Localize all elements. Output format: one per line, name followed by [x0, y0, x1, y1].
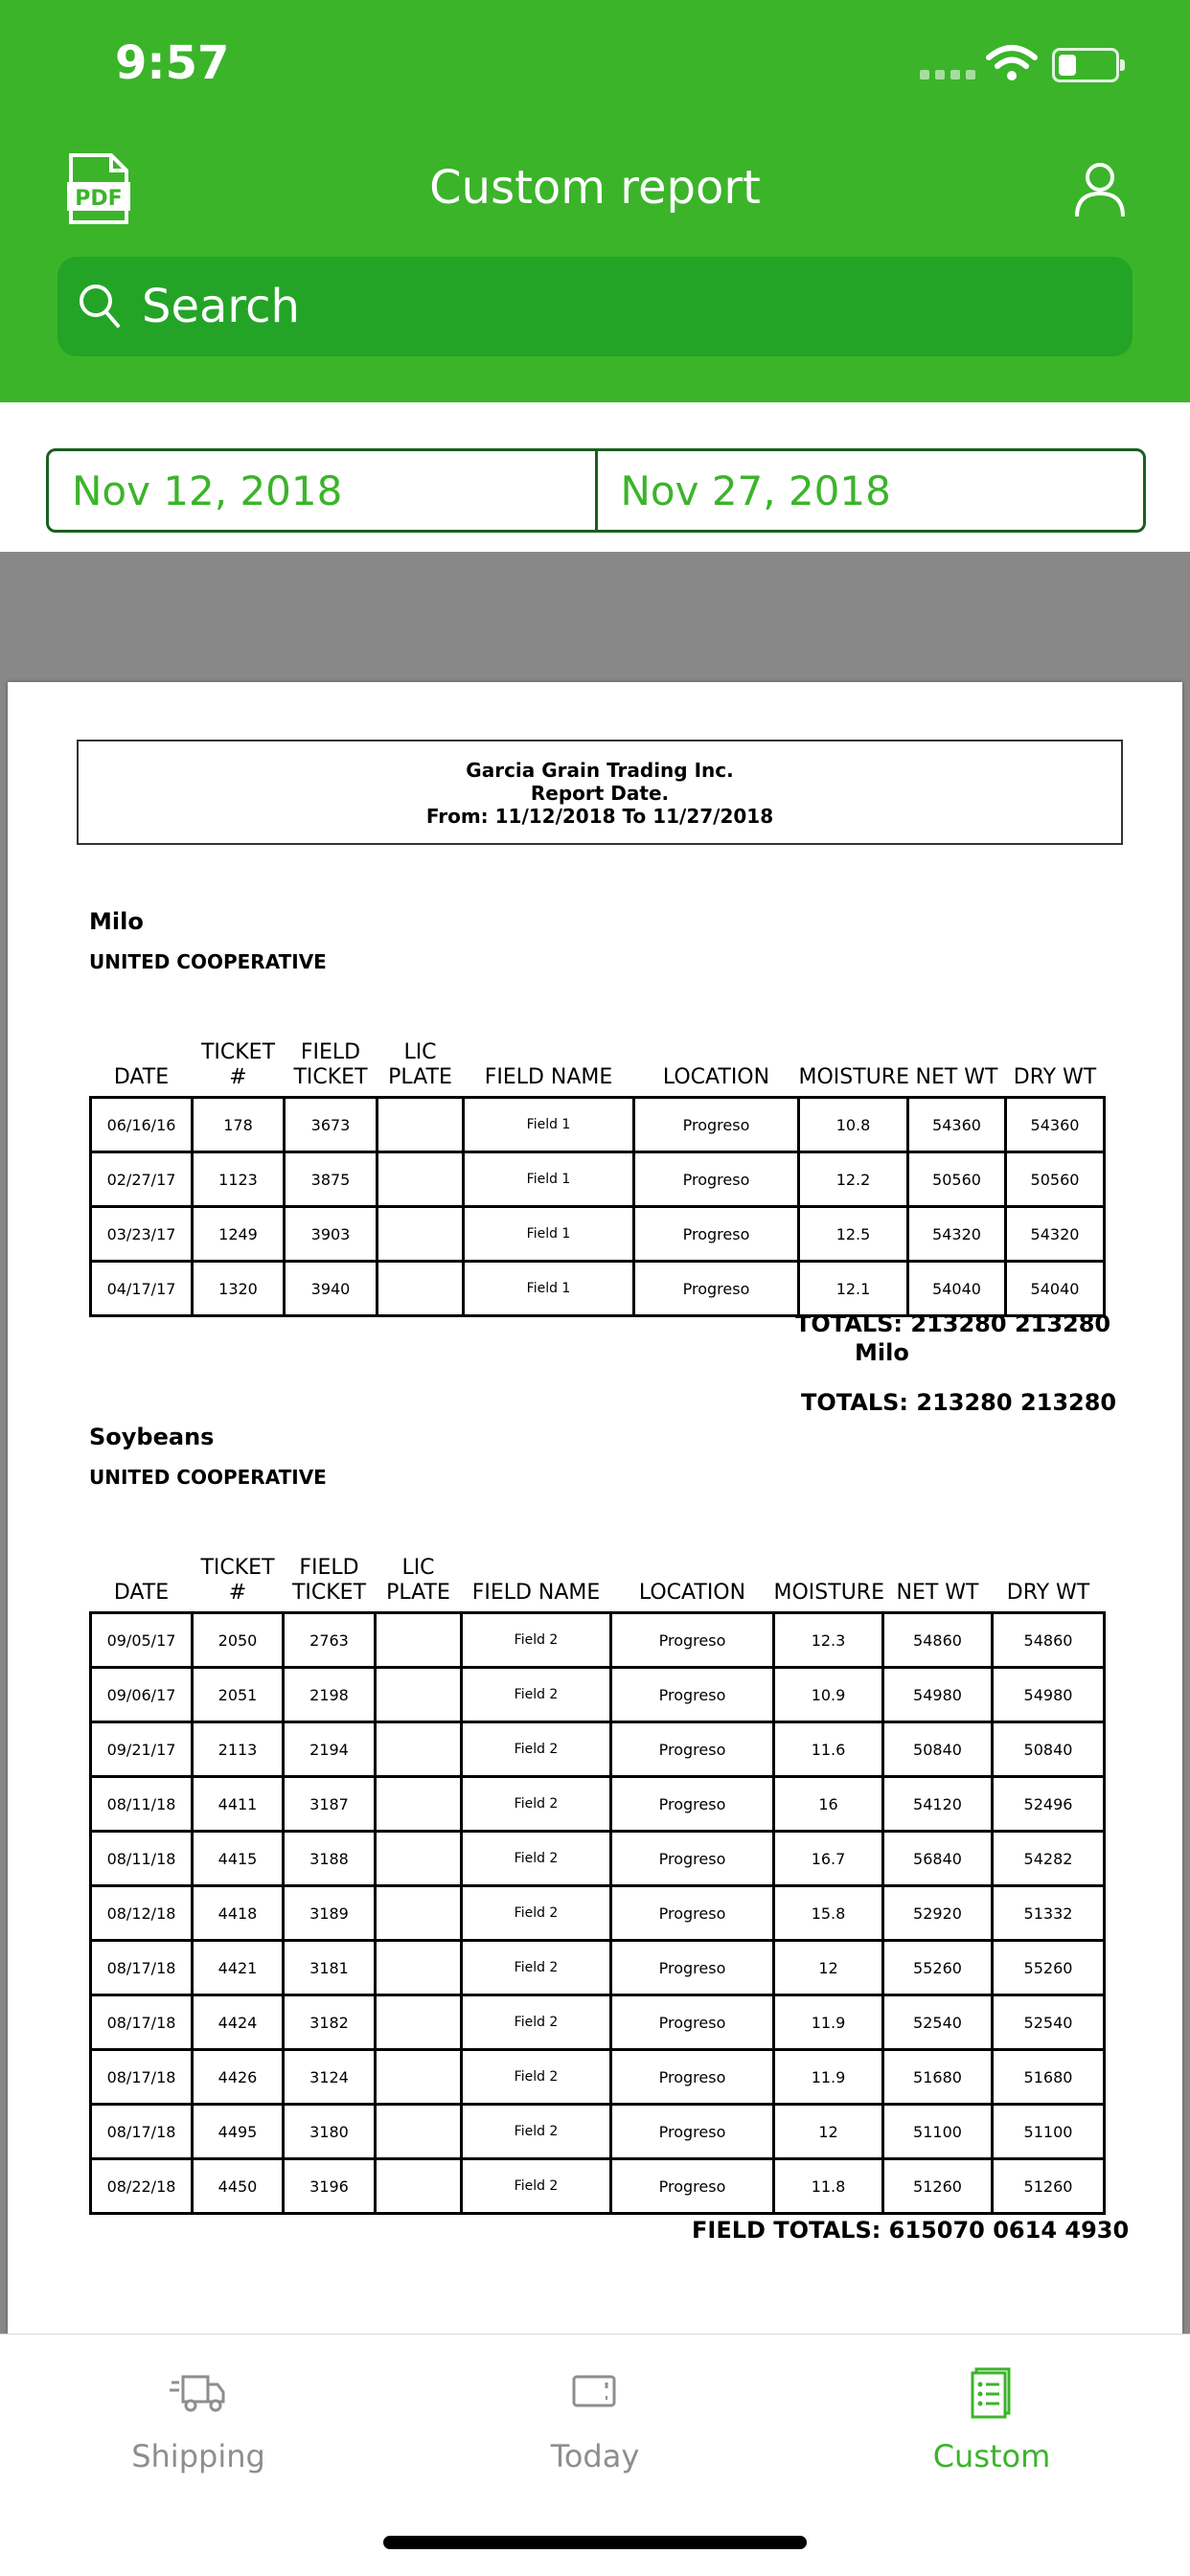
section-totals-crop: Milo: [855, 1339, 909, 1366]
table-cell: 54860: [883, 1613, 993, 1668]
table-cell: 11.9: [774, 1995, 883, 2050]
tab-today[interactable]: [397, 2335, 793, 2507]
table-cell: Field 2: [462, 2159, 611, 2214]
table-cell: 2050: [193, 1613, 284, 1668]
end-date-field[interactable]: Nov 27, 2018: [595, 451, 1144, 530]
table-cell: 12.3: [774, 1613, 883, 1668]
table-cell: Field 2: [462, 1886, 611, 1941]
table-cell: Field 2: [462, 1941, 611, 1995]
report-page: [8, 682, 1182, 2334]
table-cell: 50840: [883, 1722, 993, 1777]
table-cell: 55260: [883, 1941, 993, 1995]
table-cell: 04/17/17: [91, 1262, 193, 1316]
table-cell: 52496: [993, 1777, 1105, 1832]
table-cell: [378, 1098, 464, 1152]
tab-label: Shipping: [131, 2438, 265, 2474]
column-header: DRY WT: [1006, 1581, 1090, 1605]
table-cell: 2198: [284, 1668, 376, 1722]
table-cell: 50840: [993, 1722, 1105, 1777]
table-cell: Field 2: [462, 2050, 611, 2105]
table-cell: 52920: [883, 1886, 993, 1941]
table-cell: 52540: [883, 1995, 993, 2050]
wifi-icon: [985, 44, 1039, 82]
table-cell: 3875: [285, 1152, 378, 1207]
table-row: [91, 1613, 1105, 1668]
table-cell: 3673: [285, 1098, 378, 1152]
table-cell: 12: [774, 2105, 883, 2159]
column-header: DATE: [113, 1065, 170, 1089]
table-cell: Progreso: [611, 1941, 774, 1995]
table-row: [91, 1722, 1105, 1777]
table-cell: 3124: [284, 2050, 376, 2105]
cellular-signal-icon: [920, 70, 975, 80]
company-name: Garcia Grain Trading Inc.: [466, 759, 734, 782]
section-buyer: UNITED COOPERATIVE: [89, 950, 327, 973]
table-cell: 3187: [284, 1777, 376, 1832]
section-buyer: UNITED COOPERATIVE: [89, 1466, 327, 1489]
column-header: FIELD TICKET: [291, 1556, 367, 1605]
table-cell: 16: [774, 1777, 883, 1832]
table-cell: 06/16/16: [91, 1098, 193, 1152]
section-crop-title: Soybeans: [89, 1424, 215, 1450]
table-cell: Field 2: [462, 1777, 611, 1832]
table-cell: [376, 1886, 462, 1941]
table-cell: Progreso: [634, 1207, 799, 1262]
table-cell: 12.2: [799, 1152, 908, 1207]
battery-icon: [1052, 48, 1119, 82]
table-row: [91, 1995, 1105, 2050]
table-cell: 2763: [284, 1613, 376, 1668]
table-row: [91, 1668, 1105, 1722]
table-cell: [378, 1152, 464, 1207]
table-cell: 4424: [193, 1995, 284, 2050]
table-cell: Progreso: [611, 1722, 774, 1777]
table-cell: 51260: [883, 2159, 993, 2214]
table-cell: 09/05/17: [91, 1613, 193, 1668]
table-cell: 15.8: [774, 1886, 883, 1941]
status-time: 9:57: [115, 36, 230, 90]
table-cell: 3180: [284, 2105, 376, 2159]
table-cell: 51100: [993, 2105, 1105, 2159]
table-cell: Field 2: [462, 1832, 611, 1886]
table-cell: Field 1: [464, 1098, 634, 1152]
search-icon: [77, 282, 123, 331]
home-indicator: [383, 2536, 807, 2549]
report-icon: [963, 2363, 1020, 2421]
table-cell: 54860: [993, 1613, 1105, 1668]
table-cell: 51260: [993, 2159, 1105, 2214]
table-row: [91, 1262, 1105, 1316]
table-cell: 10.9: [774, 1668, 883, 1722]
table-cell: Progreso: [611, 1613, 774, 1668]
table-cell: Progreso: [634, 1098, 799, 1152]
table-cell: 16.7: [774, 1832, 883, 1886]
table-cell: Field 2: [462, 1613, 611, 1668]
page-title: Custom report: [429, 161, 761, 215]
table-cell: Progreso: [611, 1886, 774, 1941]
table-cell: 54320: [908, 1207, 1006, 1262]
table-cell: 12: [774, 1941, 883, 1995]
table-cell: 11.6: [774, 1722, 883, 1777]
table-cell: 4411: [193, 1777, 284, 1832]
table-cell: [378, 1207, 464, 1262]
table-cell: 09/06/17: [91, 1668, 193, 1722]
table-cell: 51680: [993, 2050, 1105, 2105]
field-totals: FIELD TOTALS: 615070 0614 4930: [692, 2217, 1130, 2244]
table-cell: [376, 1668, 462, 1722]
search-bar[interactable]: [57, 257, 1133, 356]
truck-icon: [170, 2363, 227, 2421]
table-cell: 11.9: [774, 2050, 883, 2105]
table-cell: 4450: [193, 2159, 284, 2214]
table-cell: 2113: [193, 1722, 284, 1777]
user-icon[interactable]: [1073, 161, 1127, 218]
table-cell: 56840: [883, 1832, 993, 1886]
table-cell: Field 2: [462, 1995, 611, 2050]
table-cell: 52540: [993, 1995, 1105, 2050]
table-cell: 54040: [908, 1262, 1006, 1316]
table-cell: 08/17/18: [91, 2105, 193, 2159]
table-cell: Field 1: [464, 1262, 634, 1316]
table-row: [91, 1941, 1105, 1995]
table-cell: 54360: [1006, 1098, 1105, 1152]
table-cell: 4421: [193, 1941, 284, 1995]
table-cell: 50560: [908, 1152, 1006, 1207]
tab-shipping[interactable]: [0, 2335, 397, 2507]
table-cell: Field 2: [462, 1668, 611, 1722]
date-range-picker: [46, 448, 1146, 533]
column-header: DATE: [113, 1581, 170, 1605]
table-cell: Progreso: [611, 1668, 774, 1722]
column-header: FIELD NAME: [484, 1065, 613, 1089]
table-cell: Progreso: [611, 2105, 774, 2159]
table-cell: [376, 1722, 462, 1777]
table-cell: 08/22/18: [91, 2159, 193, 2214]
table-cell: [376, 2105, 462, 2159]
table-cell: [376, 2050, 462, 2105]
table-cell: 12.5: [799, 1207, 908, 1262]
table-cell: [376, 1613, 462, 1668]
table-cell: 02/27/17: [91, 1152, 193, 1207]
table-cell: Field 1: [464, 1207, 634, 1262]
table-cell: Field 1: [464, 1152, 634, 1207]
table-cell: 08/17/18: [91, 1995, 193, 2050]
table-cell: 1249: [193, 1207, 285, 1262]
section-crop-title: Milo: [89, 908, 144, 935]
table-cell: [376, 1832, 462, 1886]
table-cell: 178: [193, 1098, 285, 1152]
column-header: LIC PLATE: [386, 1556, 450, 1605]
table-cell: 4415: [193, 1832, 284, 1886]
svg-text:PDF: PDF: [75, 187, 123, 211]
table-row: [91, 1207, 1105, 1262]
table-cell: 54282: [993, 1832, 1105, 1886]
table-cell: 54120: [883, 1777, 993, 1832]
calendar-icon: [566, 2363, 624, 2421]
table-row: [91, 2159, 1105, 2214]
tab-label: Custom: [932, 2438, 1051, 2474]
tab-custom[interactable]: [793, 2335, 1190, 2507]
table-cell: 08/17/18: [91, 2050, 193, 2105]
table-cell: [376, 1995, 462, 2050]
table-cell: 4418: [193, 1886, 284, 1941]
tab-label: Today: [550, 2438, 640, 2474]
pdf-viewer[interactable]: [0, 552, 1190, 2334]
table-cell: 3196: [284, 2159, 376, 2214]
table-cell: 08/11/18: [91, 1777, 193, 1832]
table-cell: 54360: [908, 1098, 1006, 1152]
table-row: [91, 1886, 1105, 1941]
section-totals: TOTALS: 213280 213280: [795, 1311, 1111, 1337]
table-cell: 54040: [1006, 1262, 1105, 1316]
table-cell: 08/12/18: [91, 1886, 193, 1941]
table-row: [91, 1777, 1105, 1832]
table-cell: Progreso: [634, 1152, 799, 1207]
table-cell: Progreso: [611, 1832, 774, 1886]
table-cell: 4495: [193, 2105, 284, 2159]
table-cell: 10.8: [799, 1098, 908, 1152]
table-cell: 2194: [284, 1722, 376, 1777]
nav-header: [0, 0, 1190, 402]
table-cell: [376, 1941, 462, 1995]
table-cell: 1123: [193, 1152, 285, 1207]
table-row: [91, 2050, 1105, 2105]
table-cell: 3189: [284, 1886, 376, 1941]
table-cell: 2051: [193, 1668, 284, 1722]
report-header-box: [77, 740, 1123, 845]
table-cell: 08/17/18: [91, 1941, 193, 1995]
table-cell: Progreso: [634, 1262, 799, 1316]
table-cell: 3188: [284, 1832, 376, 1886]
column-header: MOISTURE: [773, 1581, 884, 1605]
column-header: NET WT: [896, 1581, 979, 1605]
column-header: LOCATION: [638, 1581, 746, 1605]
table-cell: 51680: [883, 2050, 993, 2105]
table-cell: Field 2: [462, 2105, 611, 2159]
table-cell: 11.8: [774, 2159, 883, 2214]
table-cell: 54320: [1006, 1207, 1105, 1262]
column-header: LOCATION: [662, 1065, 770, 1089]
table-cell: 3903: [285, 1207, 378, 1262]
report-subtitle: Report Date.: [530, 782, 670, 805]
table-cell: Progreso: [611, 2050, 774, 2105]
table-cell: [376, 1777, 462, 1832]
table-cell: Progreso: [611, 1995, 774, 2050]
table-cell: 08/11/18: [91, 1832, 193, 1886]
table-cell: 3182: [284, 1995, 376, 2050]
milo-table: [89, 1027, 1106, 1317]
table-cell: 4426: [193, 2050, 284, 2105]
column-header: TICKET #: [200, 1556, 275, 1605]
column-header: FIELD NAME: [471, 1581, 601, 1605]
report-range: From: 11/12/2018 To 11/27/2018: [425, 805, 774, 828]
table-cell: 50560: [1006, 1152, 1105, 1207]
table-cell: 3940: [285, 1262, 378, 1316]
table-cell: Progreso: [611, 2159, 774, 2214]
column-header: MOISTURE: [798, 1065, 909, 1089]
table-row: [91, 1152, 1105, 1207]
search-input[interactable]: [142, 257, 1004, 356]
table-cell: 1320: [193, 1262, 285, 1316]
table-cell: 3181: [284, 1941, 376, 1995]
table-row: [91, 1832, 1105, 1886]
column-header: FIELD TICKET: [293, 1040, 368, 1089]
column-header: TICKET #: [200, 1040, 276, 1089]
table-row: [91, 2105, 1105, 2159]
column-header: LIC PLATE: [388, 1040, 452, 1089]
table-cell: 51332: [993, 1886, 1105, 1941]
table-cell: Field 2: [462, 1722, 611, 1777]
table-cell: 03/23/17: [91, 1207, 193, 1262]
table-row: [91, 1098, 1105, 1152]
table-cell: [378, 1262, 464, 1316]
table-cell: [376, 2159, 462, 2214]
table-cell: 55260: [993, 1941, 1105, 1995]
table-cell: 51100: [883, 2105, 993, 2159]
table-cell: 54980: [993, 1668, 1105, 1722]
table-cell: Progreso: [611, 1777, 774, 1832]
column-header: DRY WT: [1013, 1065, 1097, 1089]
table-cell: 09/21/17: [91, 1722, 193, 1777]
section-grand-totals: TOTALS: 213280 213280: [801, 1389, 1117, 1416]
table-cell: 12.1: [799, 1262, 908, 1316]
column-header: NET WT: [915, 1065, 998, 1089]
table-cell: 54980: [883, 1668, 993, 1722]
soybeans-table: [89, 1542, 1106, 2215]
start-date-field[interactable]: Nov 12, 2018: [72, 467, 343, 514]
